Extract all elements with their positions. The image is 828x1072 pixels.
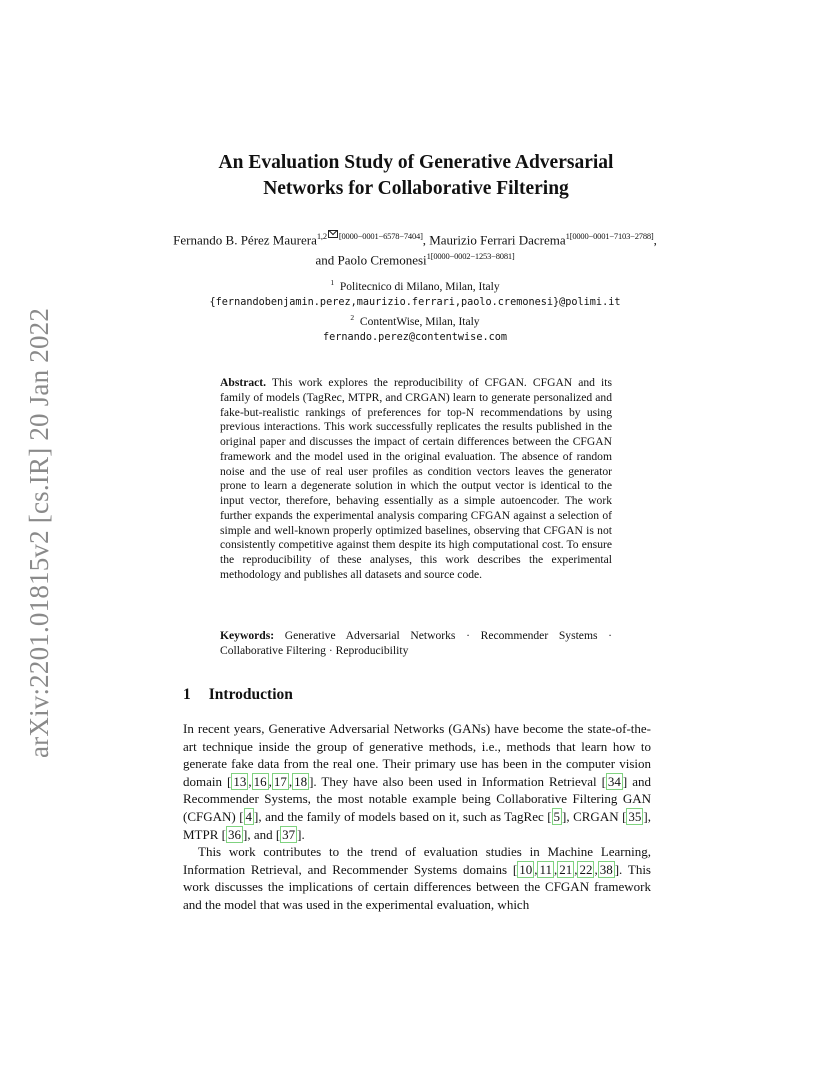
citation-link[interactable]: 35 [628,808,642,824]
author-3-affil: 1[0000−0002−1253−8081] [426,251,515,262]
citation-link[interactable]: 37 [282,826,296,842]
author-1-affil: 1,2 [316,231,327,241]
author-2-affil: 1[0000−0001−7103−2788] [565,231,654,241]
paragraph: In recent years, Generative Adversarial Networks (GANs) have become the state-of-the-art technique inside the group of generative methods, i.e., methods that learn how to generate fake data from the real one. Their primary use has been in the computer vision domain [ 13 , 16 , 17 , 18 ]. They have also been used in Information Retrieval [ 34 ] and Recommender Systems, the most notable example being Collaborative Filtering GAN (CFGAN) [ 4 ], and the family of models based on it, such as TagRec [ 5 ], CRGAN [ 35 ], MTPR [ 36 ], and [ 37 ]. [183,721,651,842]
keywords [220,628,612,658]
text-run: This work contributes to the trend of evaluation studies in Machine Learning, Information Retrieval, and Recommender Systems domains [ [183,844,651,877]
affiliation-1-text: Politecnico di Milano, Milan, Italy [339,280,500,293]
citation-link[interactable]: 13 [233,773,247,789]
text-run: ]. [297,826,305,842]
citation-link[interactable]: 11 [539,861,552,877]
author-3-name: , and Paolo Cremonesi [315,232,657,268]
arxiv-identifier-stamp [18,300,58,760]
abstract-text: This work explores the reproducibility of CFGAN. CFGAN and its family of models (TagRec, MTPR, and CRGAN) learn to generate personalized and fake-but-realistic rankings of preferences for top-N recommendations by using previous interactions. This work successfully replicates the results published in the original paper and discusses the impact of certain differences between the CFGAN framework and the model used in the original evaluation. The absence of random noise and the use of real user profiles as condition vectors leaves the generator prone to learn a degenerate solution in which the output vector is identical to the input vector, therefore, behaving essentially as a simple autoencoder. The work further expands the experimental analysis comparing CFGAN against a selection of simple and well-known properly optimized baselines, observing that CFGAN is not consistently competitive against them despite its high computational cost. To ensure the reproducibility of these analyses, this work describes the experimental methodology and publishes all datasets and source code. [220,376,612,581]
citation-link[interactable]: 16 [253,773,267,789]
text-run: ] and Recommender Systems, the most notable example being Collaborative Filtering GAN (CFGAN) [ [183,773,651,824]
author-list [170,228,660,269]
citation-link[interactable]: 17 [273,773,287,789]
affiliation-1-emails: {fernandobenjamin.perez,maurizio.ferrari,paolo.cremonesi}@polimi.it [209,296,621,308]
citation-link[interactable]: 38 [599,861,613,877]
affiliation-2-email: fernando.perez@contentwise.com [322,331,507,343]
author-1-name: Fernando B. Pérez Maurera [173,232,317,248]
text-run: ], and the family of models based on it, such as TagRec [ [254,808,552,824]
paper-title [150,150,682,202]
paragraph: This work contributes to the trend of evaluation studies in Machine Learning, Information Retrieval, and Recommender Systems domains [ 10 , 11 , 21 , 22 , 38 ]. This work discusses the implications of certain differences between the CFGAN framework and the model that was used in the experimental evaluation, which [183,844,651,912]
abstract [220,376,612,583]
section-heading [183,686,293,704]
affiliation-1-marker: 1 [330,278,335,287]
citation-link[interactable]: 5 [553,808,561,824]
affiliation-2 [150,310,680,330]
abstract-label: Abstract. [220,376,267,389]
affiliation-1 [150,275,680,295]
citation-link[interactable]: 36 [227,826,241,842]
text-run: ], MTPR [ [183,808,651,842]
text-run: ], CRGAN [ [562,808,627,824]
text-run: In recent years, Generative Adversarial Networks (GANs) have become the state-of-the-art technique inside the group of generative methods, i.e., methods that learn how to generate fake data from the real one. Their primary use has been in the computer vision domain [ [183,721,651,789]
section-title: Introduction [208,686,293,703]
author-2-name: , Maurizio Ferrari Dacrema [422,232,566,248]
keywords-label: Keywords: [220,629,275,642]
citation-link[interactable]: 10 [519,861,533,877]
title-line-1: An Evaluation Study of Generative Adversarial [218,152,614,173]
affiliation-2-marker: 2 [350,312,355,322]
text-run: ]. They have also been used in Information Retrieval [ [309,773,606,789]
text-run: ], and [ [242,826,281,842]
title-line-2: Networks for Collaborative Filtering [263,178,569,199]
affiliation-2-text: ContentWise, Milan, Italy [359,315,480,328]
citation-link[interactable]: 21 [559,861,573,877]
text-run: ]. This work discusses the implications of certain differences between the CFGAN framework and the model that was used in the experimental evaluation, which [183,861,651,912]
introduction-text [183,720,651,914]
citation-link[interactable]: 34 [607,773,621,789]
section-number: 1 [183,686,191,703]
arxiv-identifier: arXiv:2201.01815v2 [cs.IR] 20 Jan 2022 [24,307,54,758]
citation-link[interactable]: 18 [294,773,308,789]
author-1-orcid: [0000−0001−6578−7404] [338,231,423,241]
citation-link[interactable]: 22 [579,861,593,877]
affiliations [150,275,680,345]
envelope-icon [328,230,338,238]
keywords-text: Generative Adversarial Networks · Recommender Systems · Collaborative Filtering · Reproducibility [220,629,612,657]
citation-link[interactable]: 4 [245,808,253,824]
